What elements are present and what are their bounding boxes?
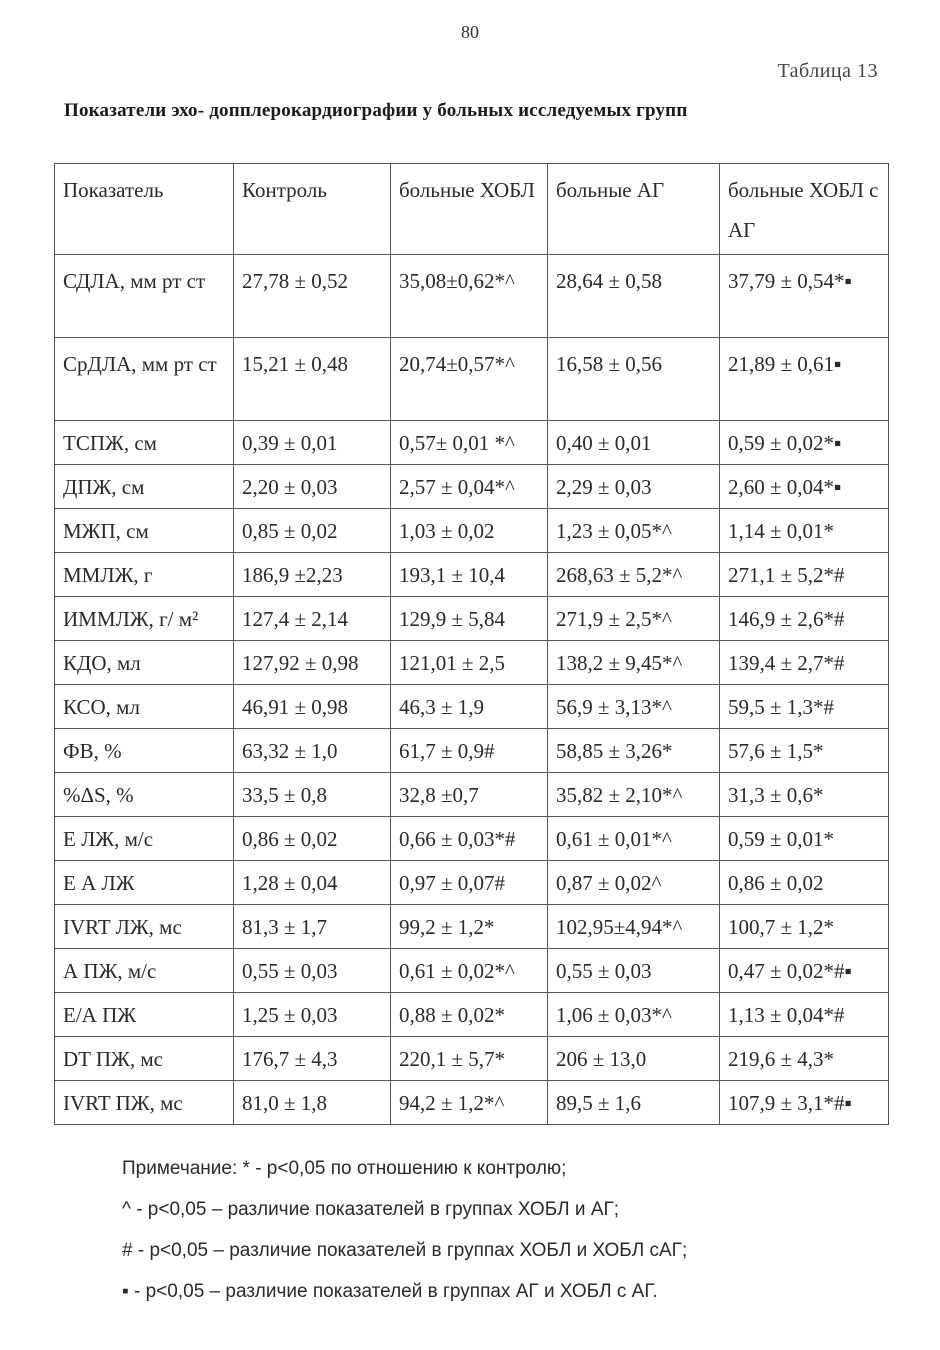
value-cell: 0,61 ± 0,01*^ <box>548 817 720 861</box>
note-line: ^ - р<0,05 – различие показателей в группах ХОБЛ и АГ; <box>122 1199 620 1220</box>
value-cell: 21,89 ± 0,61▪ <box>720 338 889 421</box>
data-table <box>54 163 889 1125</box>
table-row <box>55 553 889 597</box>
note-line: Примечание: * - р<0,05 по отношению к контролю; <box>122 1158 567 1179</box>
value-cell: 0,87 ± 0,02^ <box>548 861 720 905</box>
value-cell: 1,23 ± 0,05*^ <box>548 509 720 553</box>
header-cell: больные ХОБЛ с АГ <box>720 164 889 255</box>
value-cell: 0,66 ± 0,03*# <box>391 817 548 861</box>
value-cell: 1,06 ± 0,03*^ <box>548 993 720 1037</box>
table-row <box>55 905 889 949</box>
value-cell: 15,21 ± 0,48 <box>234 338 391 421</box>
indicator-cell: СрДЛА, мм рт ст <box>55 338 234 421</box>
indicator-cell: ИММЛЖ, г/ м² <box>55 597 234 641</box>
value-cell: 63,32 ± 1,0 <box>234 729 391 773</box>
value-cell: 271,9 ± 2,5*^ <box>548 597 720 641</box>
value-cell: 99,2 ± 1,2* <box>391 905 548 949</box>
value-cell: 0,61 ± 0,02*^ <box>391 949 548 993</box>
indicator-cell: Е/А ПЖ <box>55 993 234 1037</box>
note-line: # - р<0,05 – различие показателей в группах ХОБЛ и ХОБЛ сАГ; <box>122 1240 688 1261</box>
value-cell: 35,82 ± 2,10*^ <box>548 773 720 817</box>
value-cell: 107,9 ± 3,1*#▪ <box>720 1081 889 1125</box>
value-cell: 0,47 ± 0,02*#▪ <box>720 949 889 993</box>
value-cell: 219,6 ± 4,3* <box>720 1037 889 1081</box>
table-title: Показатели эхо- допплерокардиографии у больных исследуемых групп <box>64 100 688 121</box>
value-cell: 0,59 ± 0,01* <box>720 817 889 861</box>
table-row <box>55 993 889 1037</box>
table-row <box>55 597 889 641</box>
value-cell: 139,4 ± 2,7*# <box>720 641 889 685</box>
value-cell: 220,1 ± 5,7* <box>391 1037 548 1081</box>
value-cell: 81,3 ± 1,7 <box>234 905 391 949</box>
indicator-cell: Е А ЛЖ <box>55 861 234 905</box>
table-row <box>55 1037 889 1081</box>
value-cell: 46,3 ± 1,9 <box>391 685 548 729</box>
table-row <box>55 861 889 905</box>
value-cell: 0,39 ± 0,01 <box>234 421 391 465</box>
value-cell: 0,97 ± 0,07# <box>391 861 548 905</box>
value-cell: 102,95±4,94*^ <box>548 905 720 949</box>
value-cell: 271,1 ± 5,2*# <box>720 553 889 597</box>
header-cell: больные АГ <box>548 164 720 255</box>
value-cell: 127,4 ± 2,14 <box>234 597 391 641</box>
value-cell: 46,91 ± 0,98 <box>234 685 391 729</box>
value-cell: 28,64 ± 0,58 <box>548 255 720 338</box>
value-cell: 58,85 ± 3,26* <box>548 729 720 773</box>
table-row <box>55 949 889 993</box>
indicator-cell: КДО, мл <box>55 641 234 685</box>
table-row <box>55 421 889 465</box>
indicator-cell: ММЛЖ, г <box>55 553 234 597</box>
value-cell: 81,0 ± 1,8 <box>234 1081 391 1125</box>
value-cell: 59,5 ± 1,3*# <box>720 685 889 729</box>
value-cell: 1,03 ± 0,02 <box>391 509 548 553</box>
table-row <box>55 641 889 685</box>
value-cell: 37,79 ± 0,54*▪ <box>720 255 889 338</box>
value-cell: 57,6 ± 1,5* <box>720 729 889 773</box>
header-cell: Контроль <box>234 164 391 255</box>
table-row <box>55 817 889 861</box>
value-cell: 0,85 ± 0,02 <box>234 509 391 553</box>
value-cell: 89,5 ± 1,6 <box>548 1081 720 1125</box>
page-number: 80 <box>461 22 479 42</box>
table-row <box>55 773 889 817</box>
indicator-cell: IVRT ЛЖ, мс <box>55 905 234 949</box>
indicator-cell: Е ЛЖ, м/с <box>55 817 234 861</box>
indicator-cell: ДПЖ, см <box>55 465 234 509</box>
header-cell: Показатель <box>55 164 234 255</box>
table-header-row <box>55 164 889 255</box>
table-notes <box>122 1148 882 1312</box>
indicator-cell: DT ПЖ, мс <box>55 1037 234 1081</box>
value-cell: 33,5 ± 0,8 <box>234 773 391 817</box>
value-cell: 138,2 ± 9,45*^ <box>548 641 720 685</box>
value-cell: 0,57± 0,01 *^ <box>391 421 548 465</box>
table-label: Таблица 13 <box>777 60 878 82</box>
value-cell: 56,9 ± 3,13*^ <box>548 685 720 729</box>
value-cell: 268,63 ± 5,2*^ <box>548 553 720 597</box>
value-cell: 2,60 ± 0,04*▪ <box>720 465 889 509</box>
value-cell: 2,20 ± 0,03 <box>234 465 391 509</box>
value-cell: 0,59 ± 0,02*▪ <box>720 421 889 465</box>
indicator-cell: А ПЖ, м/с <box>55 949 234 993</box>
indicator-cell: IVRT ПЖ, мс <box>55 1081 234 1125</box>
value-cell: 27,78 ± 0,52 <box>234 255 391 338</box>
table-row <box>55 729 889 773</box>
indicator-cell: ТСПЖ, см <box>55 421 234 465</box>
value-cell: 0,55 ± 0,03 <box>548 949 720 993</box>
header-cell: больные ХОБЛ <box>391 164 548 255</box>
indicator-cell: %ΔS, % <box>55 773 234 817</box>
value-cell: 0,40 ± 0,01 <box>548 421 720 465</box>
value-cell: 206 ± 13,0 <box>548 1037 720 1081</box>
value-cell: 0,86 ± 0,02 <box>720 861 889 905</box>
value-cell: 0,55 ± 0,03 <box>234 949 391 993</box>
value-cell: 186,9 ±2,23 <box>234 553 391 597</box>
indicator-cell: ФВ, % <box>55 729 234 773</box>
value-cell: 193,1 ± 10,4 <box>391 553 548 597</box>
value-cell: 100,7 ± 1,2* <box>720 905 889 949</box>
value-cell: 0,88 ± 0,02* <box>391 993 548 1037</box>
value-cell: 16,58 ± 0,56 <box>548 338 720 421</box>
value-cell: 129,9 ± 5,84 <box>391 597 548 641</box>
value-cell: 146,9 ± 2,6*# <box>720 597 889 641</box>
value-cell: 176,7 ± 4,3 <box>234 1037 391 1081</box>
indicator-cell: МЖП, см <box>55 509 234 553</box>
value-cell: 2,57 ± 0,04*^ <box>391 465 548 509</box>
value-cell: 0,86 ± 0,02 <box>234 817 391 861</box>
value-cell: 1,25 ± 0,03 <box>234 993 391 1037</box>
value-cell: 121,01 ± 2,5 <box>391 641 548 685</box>
value-cell: 32,8 ±0,7 <box>391 773 548 817</box>
indicator-cell: КСО, мл <box>55 685 234 729</box>
table-row <box>55 338 889 421</box>
note-line: ▪ - р<0,05 – различие показателей в группах АГ и ХОБЛ с АГ. <box>122 1281 658 1302</box>
value-cell: 2,29 ± 0,03 <box>548 465 720 509</box>
value-cell: 20,74±0,57*^ <box>391 338 548 421</box>
table-row <box>55 1081 889 1125</box>
table-row <box>55 509 889 553</box>
value-cell: 61,7 ± 0,9# <box>391 729 548 773</box>
value-cell: 1,13 ± 0,04*# <box>720 993 889 1037</box>
value-cell: 127,92 ± 0,98 <box>234 641 391 685</box>
value-cell: 1,28 ± 0,04 <box>234 861 391 905</box>
indicator-cell: СДЛА, мм рт ст <box>55 255 234 338</box>
value-cell: 31,3 ± 0,6* <box>720 773 889 817</box>
table-row <box>55 465 889 509</box>
table-row <box>55 685 889 729</box>
value-cell: 94,2 ± 1,2*^ <box>391 1081 548 1125</box>
value-cell: 1,14 ± 0,01* <box>720 509 889 553</box>
value-cell: 35,08±0,62*^ <box>391 255 548 338</box>
table-row <box>55 255 889 338</box>
